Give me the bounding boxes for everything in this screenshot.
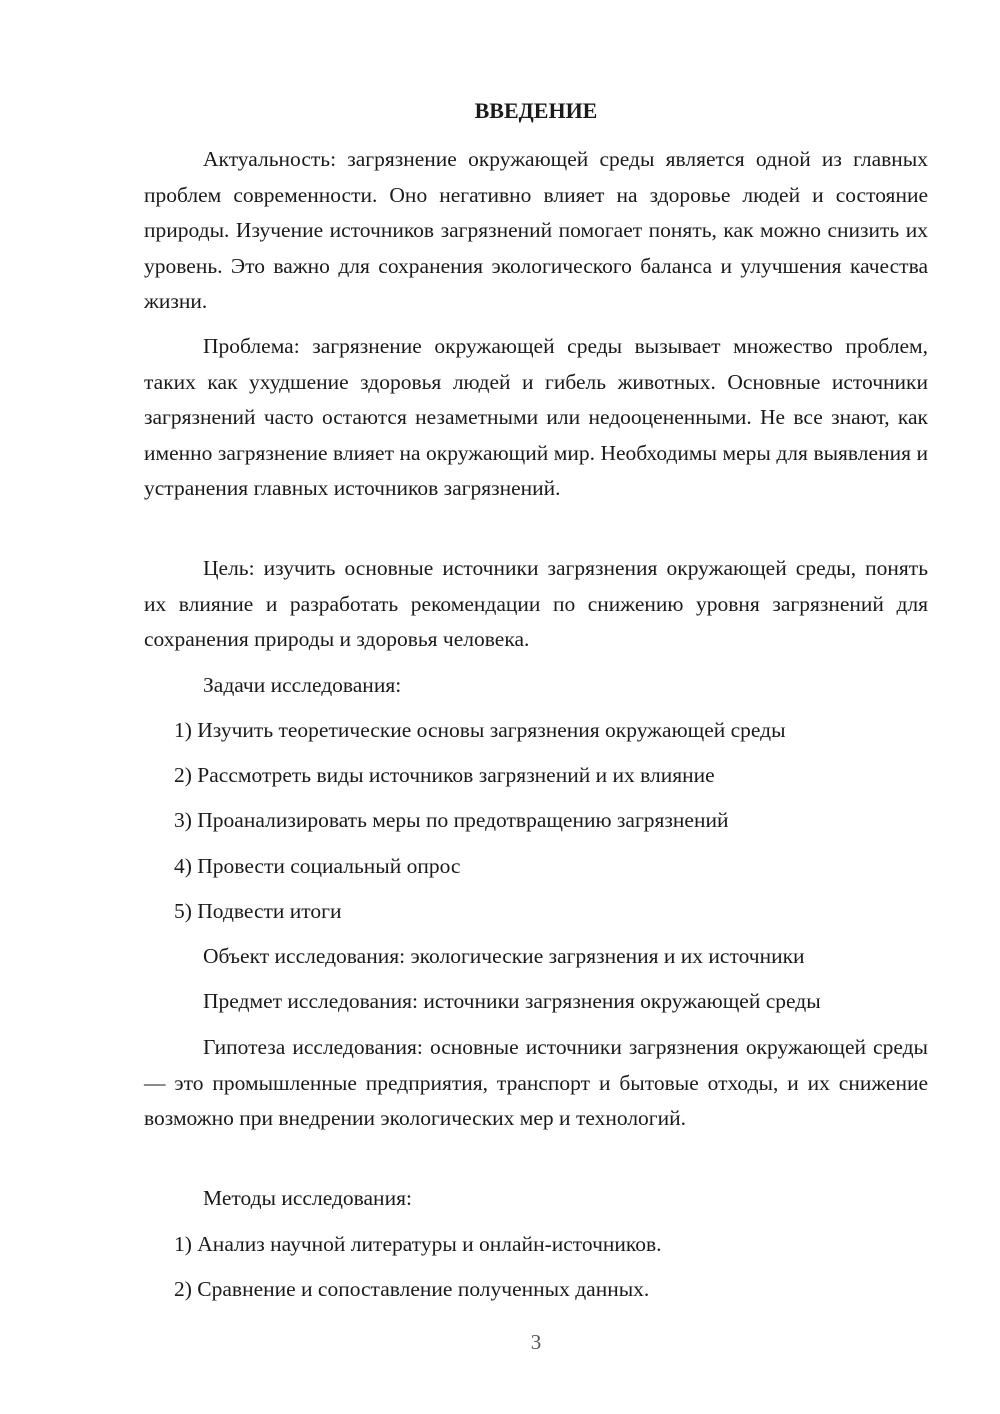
problem-paragraph: Проблема: загрязнение окружающей среды вызывает множество проблем, таких как ухудшение здоровья людей и гибель животных. Основные источники загрязнений часто остаются незаметными или недооцененными. Не все знают, как именно загрязнение влияет на окружающий мир. Необходимы меры для выявления и устранения главных источников загрязнений.	[144, 334, 928, 500]
methods-heading: Методы исследования:	[203, 1186, 412, 1210]
object-line: Объект исследования: экологические загрязнения и их источники	[203, 944, 805, 968]
task-item: 5) Подвести итоги	[174, 899, 342, 923]
method-item: 2) Сравнение и сопоставление полученных данных.	[174, 1277, 650, 1301]
subject-line: Предмет исследования: источники загрязнения окружающей среды	[203, 989, 821, 1013]
goal-paragraph: Цель: изучить основные источники загрязнения окружающей среды, понять их влияние и разработать рекомендации по снижению уровня загрязнений для сохранения природы и здоровья человека.	[144, 556, 928, 651]
hypothesis-paragraph: Гипотеза исследования: основные источники загрязнения окружающей среды — это промышленные предприятия, транспорт и бытовые отходы, и их снижение возможно при внедрении экологических мер и технологий.	[144, 1035, 928, 1130]
section-title: ВВЕДЕНИЕ	[474, 98, 598, 123]
task-item: 3) Проанализировать меры по предотвращению загрязнений	[174, 808, 729, 832]
page-number: 3	[530, 1330, 542, 1354]
relevance-paragraph: Актуальность: загрязнение окружающей среды является одной из главных проблем современности. Оно негативно влияет на здоровье людей и состояние природы. Изучение источников загрязнений помогает понять, как можно снизить их уровень. Это важно для сохранения экологического баланса и улучшения качества жизни.	[144, 147, 928, 313]
method-item: 1) Анализ научной литературы и онлайн-источников.	[174, 1232, 662, 1256]
task-item: 1) Изучить теоретические основы загрязнения окружающей среды	[174, 718, 786, 742]
task-item: 2) Рассмотреть виды источников загрязнений и их влияние	[174, 763, 715, 787]
tasks-heading: Задачи исследования:	[203, 673, 402, 697]
task-item: 4) Провести социальный опрос	[174, 854, 461, 878]
